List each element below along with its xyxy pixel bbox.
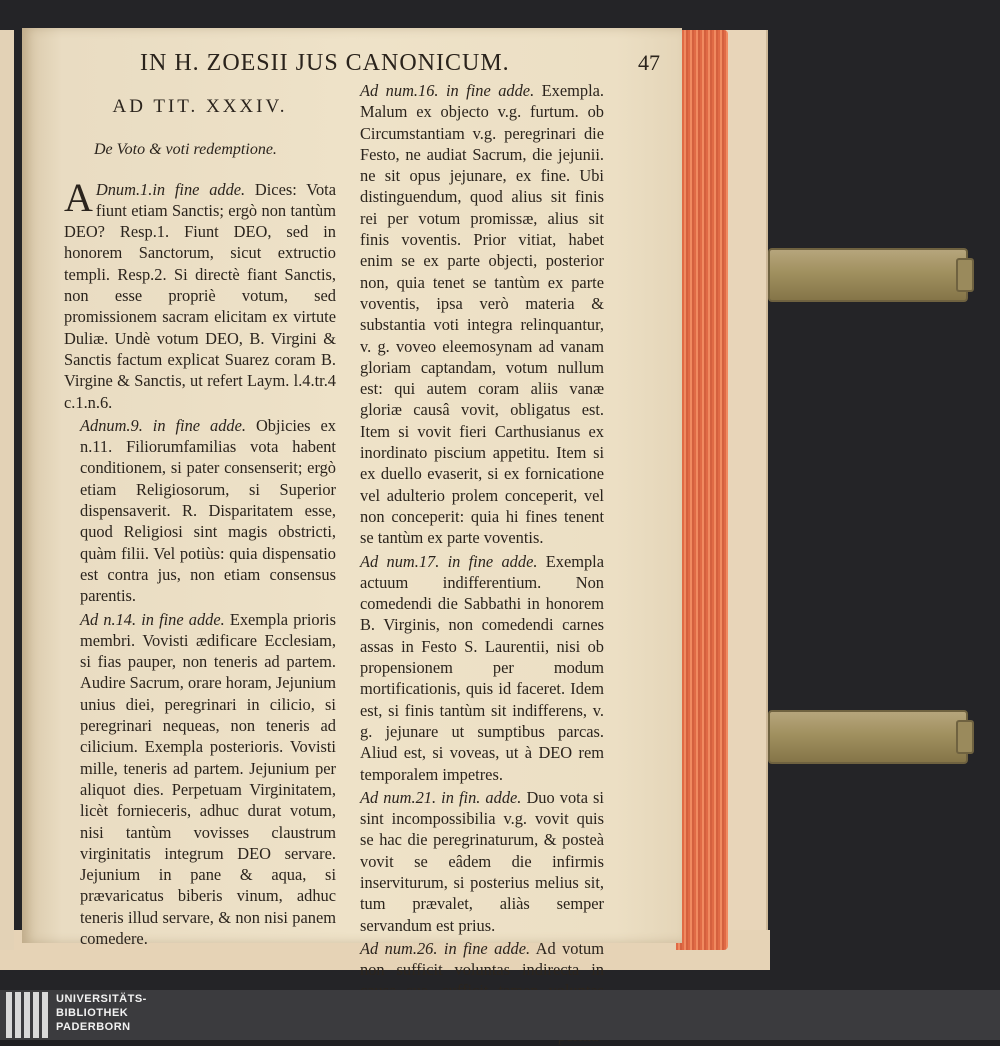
paragraph-lead: Ad num.16. in fine adde. [360,81,535,100]
library-name-line: BIBLIOTHEK [56,1007,129,1019]
paragraph-text: Dices: Vota fiunt etiam Sanctis; ergò non tantùm DEO? Resp.1. Fiunt DEO, sed in honorem Sanctorum, sicut extructio templi. Resp.2. Si directè fiant Sanctis, non esse propriè votum, sed promissionem sacram elicitam ex virtute Duliæ. Undè votum DEO, B. Virgini & Sanctis factum explicat Suarez coram B. Virgine & Sanctis, ut refert Laym. l.4.tr.4 c.1.n.6. [64,179,336,412]
library-name [56,992,147,1034]
paragraph [344,551,604,785]
section-subtitle: De Voto & voti redemptione. [94,141,277,159]
right-column [344,80,604,1046]
paragraph-text: Objicies ex n.11. Filiorumfamilias vota habent conditionem, si pater consenserit; ergò etiam Religiosorum, si Superior dispensaverit. R. Disparitatem esse, quod Religiosi sint magis obstricti, quàm filii. Vel potiùs: quia dispensatio est contra jus, non etiam consensus parentis. [80,415,336,606]
paragraph [64,415,336,607]
paragraph-text: Exempla actuum indifferentium. Non comedendi die Sabbathi in honorem B. Virginis, non comedendi carnes assas in Festo S. Laurentii, nisi ob propensionem per modum mortificationis, quis id faceret. Idem est, si finis tantùm sit indifferens, v. g. jejunare ut sumptibus parcas. Aliud est, si voveas, ut à DEO rem temporalem impetres. [360,551,604,784]
section-title: AD TIT. XXXIV. [112,96,288,117]
clasp-top [768,248,968,302]
paragraph [344,80,604,549]
paragraph-lead: Dnum.1.in fine adde. [95,179,246,199]
clasp-bottom [768,710,968,764]
paragraph-text: Exempla prioris membri. Vovisti ædificare Ecclesiam, si fias pauper, non teneris ad partem. Audire Sacrum, orare horam, Jejunium unius diei, peregrinari in cilicio, si peregrinari nequeas, non teneris ad cilicium. Exempla posterioris. Vovisti mille, teneris ad partem. Jejunium per aliquot dies. Perpetuam Virginitatem, licèt fornieceris, adhuc durat votum, nisi tantùm vovisses claustrum virginitatis integrum DEO servare. Jejunium in pane & aqua, si prævaricatus biberis vinum, adhuc teneris illud servare, & non nisi panem comedere. [80,609,336,948]
left-column [64,80,336,951]
library-name-line: PADERBORN [56,1021,131,1033]
paragraph-text: Ad votum non sufficit voluntas indirecta in [360,938,604,980]
page-number: 47 [638,50,660,75]
paragraph-text: Duo vota si sint incompossibilia v.g. vovit quis se hac die peregrinaturum, & posteà vovit se eâdem die infirmis inserviturum, si posterius melius sit, tum prævalet, aliàs semper servandum est prius. [360,787,604,935]
paragraph-lead: Ad num.26. in fine adde. [360,938,531,958]
paragraph [64,174,336,413]
clasp-top-hook [956,258,974,292]
book-cover-left [0,30,14,950]
paragraph-lead: Adnum.9. in fine adde. [80,415,246,435]
page-edges [676,30,728,950]
running-head: IN H. ZOESII JUS CANONICUM. [140,50,510,76]
paragraph [344,787,604,936]
paragraph-lead: Ad n.14. in fine adde. [80,609,225,629]
library-footer [0,990,1000,1040]
page-header [140,50,660,80]
paragraph-lead: Ad num.21. in fin. adde. [360,787,522,807]
paragraph [64,609,336,950]
library-logo-icon [6,992,50,1038]
paragraph-lead: Ad num.17. in fine adde. [360,551,538,571]
drop-cap: A [64,174,93,220]
clasp-bottom-hook [956,720,974,754]
library-name-line: UNIVERSITÄTS- [56,993,147,1005]
paragraph-text: Exempla. Malum ex objecto v.g. furtum. ob Circumstantiam v.g. peregrinari die Festo, ne audiat Sacrum, die jejunii. ne sit opus jejunare, ex fine. Ubi distinguendum, quod alius sit finis rei per votum promissæ, alius sit finis voventis. Prior vitiat, habet enim se ex parte objecti, posterior non, quia tenet se tantùm ex parte voventis, ipsa verò materia & substantia voti integra relinquantur, v. g. voveo eleemosynam ad vanam gloriam captandam, votum nullum est: qui autem coram aliis vanæ gloriæ causâ vovit, obligatus est. Item si vovit fieri Carthusianus ex inordinato piscium appetitu. Item si ex duello evaserit, si ex fornicatione vel adulterio prolem conceperit, vel non conceperit: quia hi fines tenent se tantùm ex parte voventis. [360,81,605,548]
